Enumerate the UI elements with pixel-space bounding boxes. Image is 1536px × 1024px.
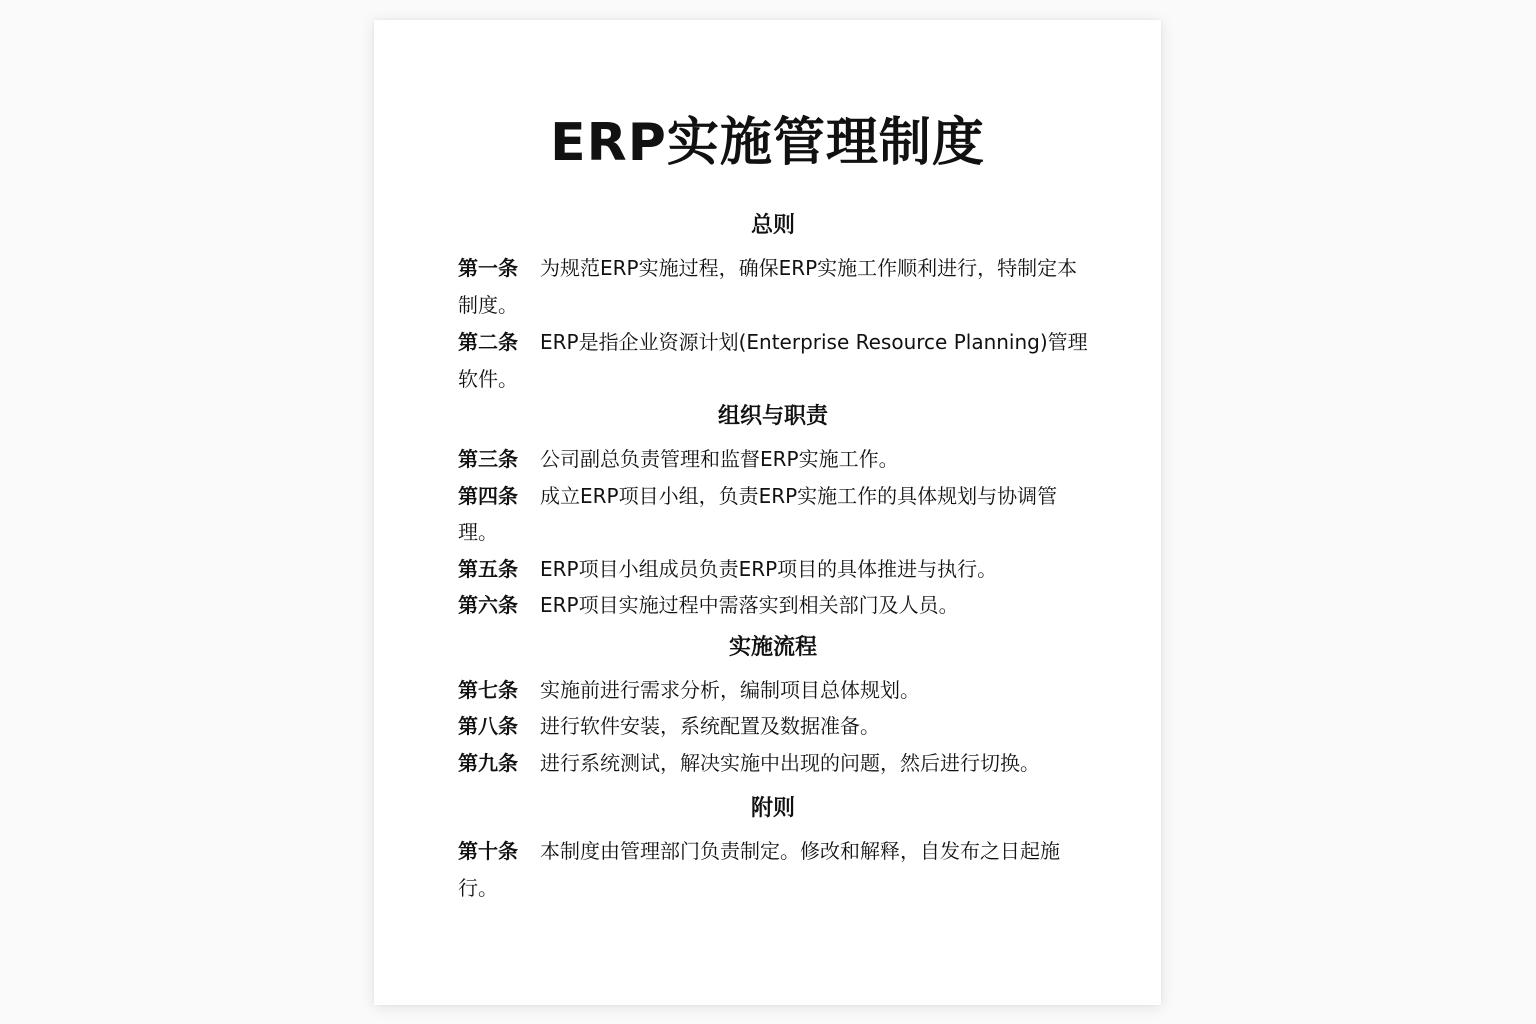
article-text: 公司副总负责管理和监督ERP实施工作。 (540, 447, 899, 471)
article-8 (458, 708, 1088, 745)
article-3 (458, 441, 1088, 478)
article-label: 第五条 (458, 556, 518, 581)
section-heading-supplementary: 附则 (750, 796, 795, 821)
article-label: 第七条 (458, 677, 518, 702)
article-label: 第八条 (458, 714, 518, 738)
document-title: ERP实施管理制度 (550, 113, 985, 173)
article-label: 第六条 (458, 593, 518, 617)
document-body (458, 210, 1088, 906)
section-heading-general: 总则 (750, 213, 795, 238)
article-text: ERP项目小组成员负责ERP项目的具体推进与执行。 (540, 556, 998, 581)
article-text: 本制度由管理部门负责制定。修改和解释，自发布之日起施行。 (458, 839, 1060, 900)
article-label: 第三条 (458, 447, 518, 471)
article-9 (458, 745, 1088, 782)
article-text: 实施前进行需求分析，编制项目总体规划。 (540, 677, 920, 702)
section-heading-process: 实施流程 (728, 634, 817, 660)
article-text: 进行系统测试，解决实施中出现的问题，然后进行切换。 (540, 750, 1040, 775)
section-heading-organization: 组织与职责 (717, 404, 828, 429)
article-text: 进行软件安装，系统配置及数据准备。 (540, 714, 880, 738)
article-label: 第四条 (458, 483, 518, 508)
article-2 (458, 324, 1088, 397)
article-text: ERP项目实施过程中需落实到相关部门及人员。 (540, 593, 959, 617)
article-label: 第十条 (458, 839, 518, 863)
article-text: 成立ERP项目小组，负责ERP实施工作的具体规划与协调管理。 (458, 483, 1058, 544)
article-text: ERP是指企业资源计划(Enterprise Resource Planning)管理软件。 (458, 330, 1088, 391)
article-1 (458, 250, 1088, 323)
article-4 (458, 478, 1088, 551)
article-label: 第一条 (458, 256, 518, 280)
article-text: 为规范ERP实施过程，确保ERP实施工作顺利进行，特制定本制度。 (458, 256, 1078, 317)
article-10 (458, 833, 1088, 906)
document-page (374, 20, 1161, 1005)
article-label: 第九条 (458, 750, 518, 775)
article-5 (458, 551, 1088, 588)
article-7 (458, 672, 1088, 709)
article-label: 第二条 (458, 330, 518, 354)
article-6 (458, 587, 1088, 624)
